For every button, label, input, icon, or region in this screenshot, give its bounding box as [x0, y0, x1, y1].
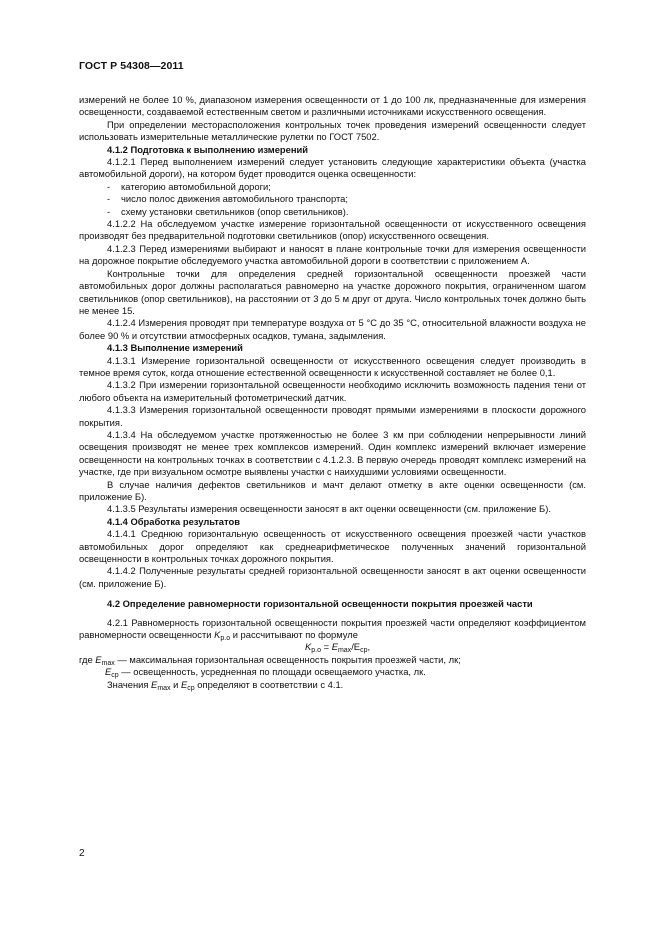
- list-item-text: схему установки светильников (опор светильников).: [121, 205, 349, 217]
- values-lead: Значения: [107, 678, 152, 690]
- where-symbol-sub: max: [101, 659, 115, 667]
- formula-lhs: K: [305, 641, 312, 653]
- paragraph: 4.1.2.3 Перед измерениями выбирают и наносят в плане контрольные точки для измерения освещенности на дорожное покрытие обследуемого участка автомобильной дороги в соответствии с приложением А.: [79, 242, 586, 267]
- where-line-1: [79, 654, 586, 666]
- paragraph: 4.1.2.2 На обследуемом участке измерение горизонтальной освещенности от искусственного освещения производят без предварительной подготовки светильников (опор) искусственного освещения.: [79, 218, 586, 242]
- values-and: и: [170, 678, 181, 690]
- symbol-k: K: [214, 629, 221, 641]
- formula-tail: ,: [367, 641, 371, 653]
- where-symbol: E: [105, 666, 112, 678]
- paragraph: При определении месторасположения контрольных точек проведения измерений освещенности следует использовать измерительные металлические рулетки по ГОСТ 7502.: [79, 118, 586, 143]
- values-line: [79, 679, 586, 691]
- paragraph: В случае наличия дефектов светильников и мачт делают отметку в акте оценки освещенности (см. приложение Б).: [79, 478, 586, 502]
- where-symbol-sub: ср: [111, 672, 119, 680]
- page-number: 2: [79, 848, 85, 859]
- paragraph-text: 4.2.1 Равномерность горизонтальной освещенности покрытия проезжей части определяют коэффициентом равномерности освещенности: [79, 616, 586, 641]
- dash-bullet: -: [107, 193, 111, 205]
- where-line-2: [79, 666, 586, 678]
- paragraph: 4.1.2.4 Измерения проводят при температуре воздуха от 5 °С до 35 °С, относительной влажности воздуха не более 90 % и отсутствии атмосферных осадков, тумана, задымления.: [79, 317, 586, 341]
- where-lead: где: [79, 653, 96, 665]
- values-symbol: E: [181, 678, 188, 690]
- paragraph-4-2-1: [79, 617, 586, 642]
- formula-eq: =: [321, 641, 332, 653]
- formula-denominator: E: [353, 641, 361, 653]
- where-text: — максимальная горизонтальная освещенность покрытия проезжей части, лк;: [114, 653, 461, 665]
- formula-denominator-sub: ср: [360, 647, 368, 655]
- paragraph: 4.1.3.1 Измерение горизонтальной освещенности от искусственного освещения следует производить в темное время суток, когда отношение естественной освещенности к искусственной составляет не более 0,1.: [79, 354, 586, 378]
- section-heading-4-2: 4.2 Определение равномерности горизонтальной освещенности покрытия проезжей части: [107, 598, 533, 610]
- list-item-text: число полос движения автомобильного транспорта;: [121, 193, 348, 205]
- section-heading-4-1-2: 4.1.2 Подготовка к выполнению измерений: [107, 143, 309, 155]
- paragraph: 4.1.3.2 При измерении горизонтальной освещенности необходимо исключить возможность падения тени от любого объекта на измерительный фотометрический датчик.: [79, 379, 586, 403]
- values-tail: определяют в соответствии с 4.1.: [194, 678, 344, 690]
- document-header: ГОСТ Р 54308—2011: [79, 60, 184, 72]
- formula-numerator-sub: max: [337, 647, 352, 655]
- formula-slash: /: [351, 641, 354, 653]
- values-symbol-sub: max: [157, 684, 171, 692]
- list-item: [79, 181, 586, 193]
- paragraph-text-tail: и рассчитывают по формуле: [230, 629, 358, 641]
- list-item: [79, 206, 586, 218]
- list-item: [79, 193, 586, 205]
- paragraph: 4.1.3.3 Измерения горизонтальной освещенности проводят прямыми измерениями в плоскости дорожного покрытия.: [79, 404, 586, 428]
- formula-numerator: E: [331, 641, 338, 653]
- section-heading-4-1-3: 4.1.3 Выполнение измерений: [107, 342, 243, 354]
- formula: [79, 641, 586, 653]
- paragraph: 4.1.2.1 Перед выполнением измерений следует установить следующие характеристики объекта (участка автомобильной дороги), на котором будет проводится оценка освещенности:: [79, 156, 586, 180]
- where-symbol: E: [95, 653, 102, 665]
- values-symbol: E: [151, 678, 158, 690]
- values-symbol-sub: ср: [187, 684, 195, 692]
- paragraph: 4.1.4.1 Среднюю горизонтальную освещенность от искусственного освещения проезжей части участков автомобильных дорог определяют как среднеарифметическое полученных значений горизонтальной освещенности в контрольных точках дорожного покрытия.: [79, 528, 586, 565]
- paragraph: измерений не более 10 %, диапазоном измерения освещенности от 1 до 100 лк, предназначенные для измерения освещенности, создаваемой естественным светом и различными источниками искусственного освещения.: [79, 94, 586, 118]
- page-body: [79, 94, 586, 691]
- paragraph: Контрольные точки для определения средней горизонтальной освещенности проезжей части автомобильных дорог должны располагаться равномерно на участке дорожного покрытия, ограниченном шагом светильников (опор светильников), на расстоянии от 3 до 5 м друг от друга. Число контрольных точек должно быть не менее 15.: [79, 267, 586, 316]
- list-item-text: категорию автомобильной дороги;: [121, 180, 271, 192]
- formula-lhs-sub: р.о: [311, 647, 321, 655]
- paragraph: 4.1.3.4 На обследуемом участке протяженностью не более 3 км при соблюдении непрерывности линий освещения производят не менее трех комплексов измерений. Один комплекс измерений включает измерение освещенности на контрольных точках в соответствии с 4.1.2.3. В первую очередь проводят комплекс измерений на участке, где при визуальном осмотре выявлены участки с наихудшими условиями освещенности.: [79, 428, 586, 478]
- paragraph: 4.1.4.2 Полученные результаты средней горизонтальной освещенности заносят в акт оценки освещенности (см. приложение Б).: [79, 565, 586, 589]
- dash-bullet: -: [107, 205, 111, 217]
- where-text: — освещенность, усредненная по площади освещаемого участка, лк.: [118, 666, 426, 678]
- paragraph: 4.1.3.5 Результаты измерения освещенности заносят в акт оценки освещенности (см. приложение Б).: [107, 503, 551, 515]
- dash-bullet: -: [107, 180, 111, 192]
- symbol-subscript: р.о: [220, 635, 231, 643]
- section-heading-4-1-4: 4.1.4 Обработка результатов: [107, 515, 240, 527]
